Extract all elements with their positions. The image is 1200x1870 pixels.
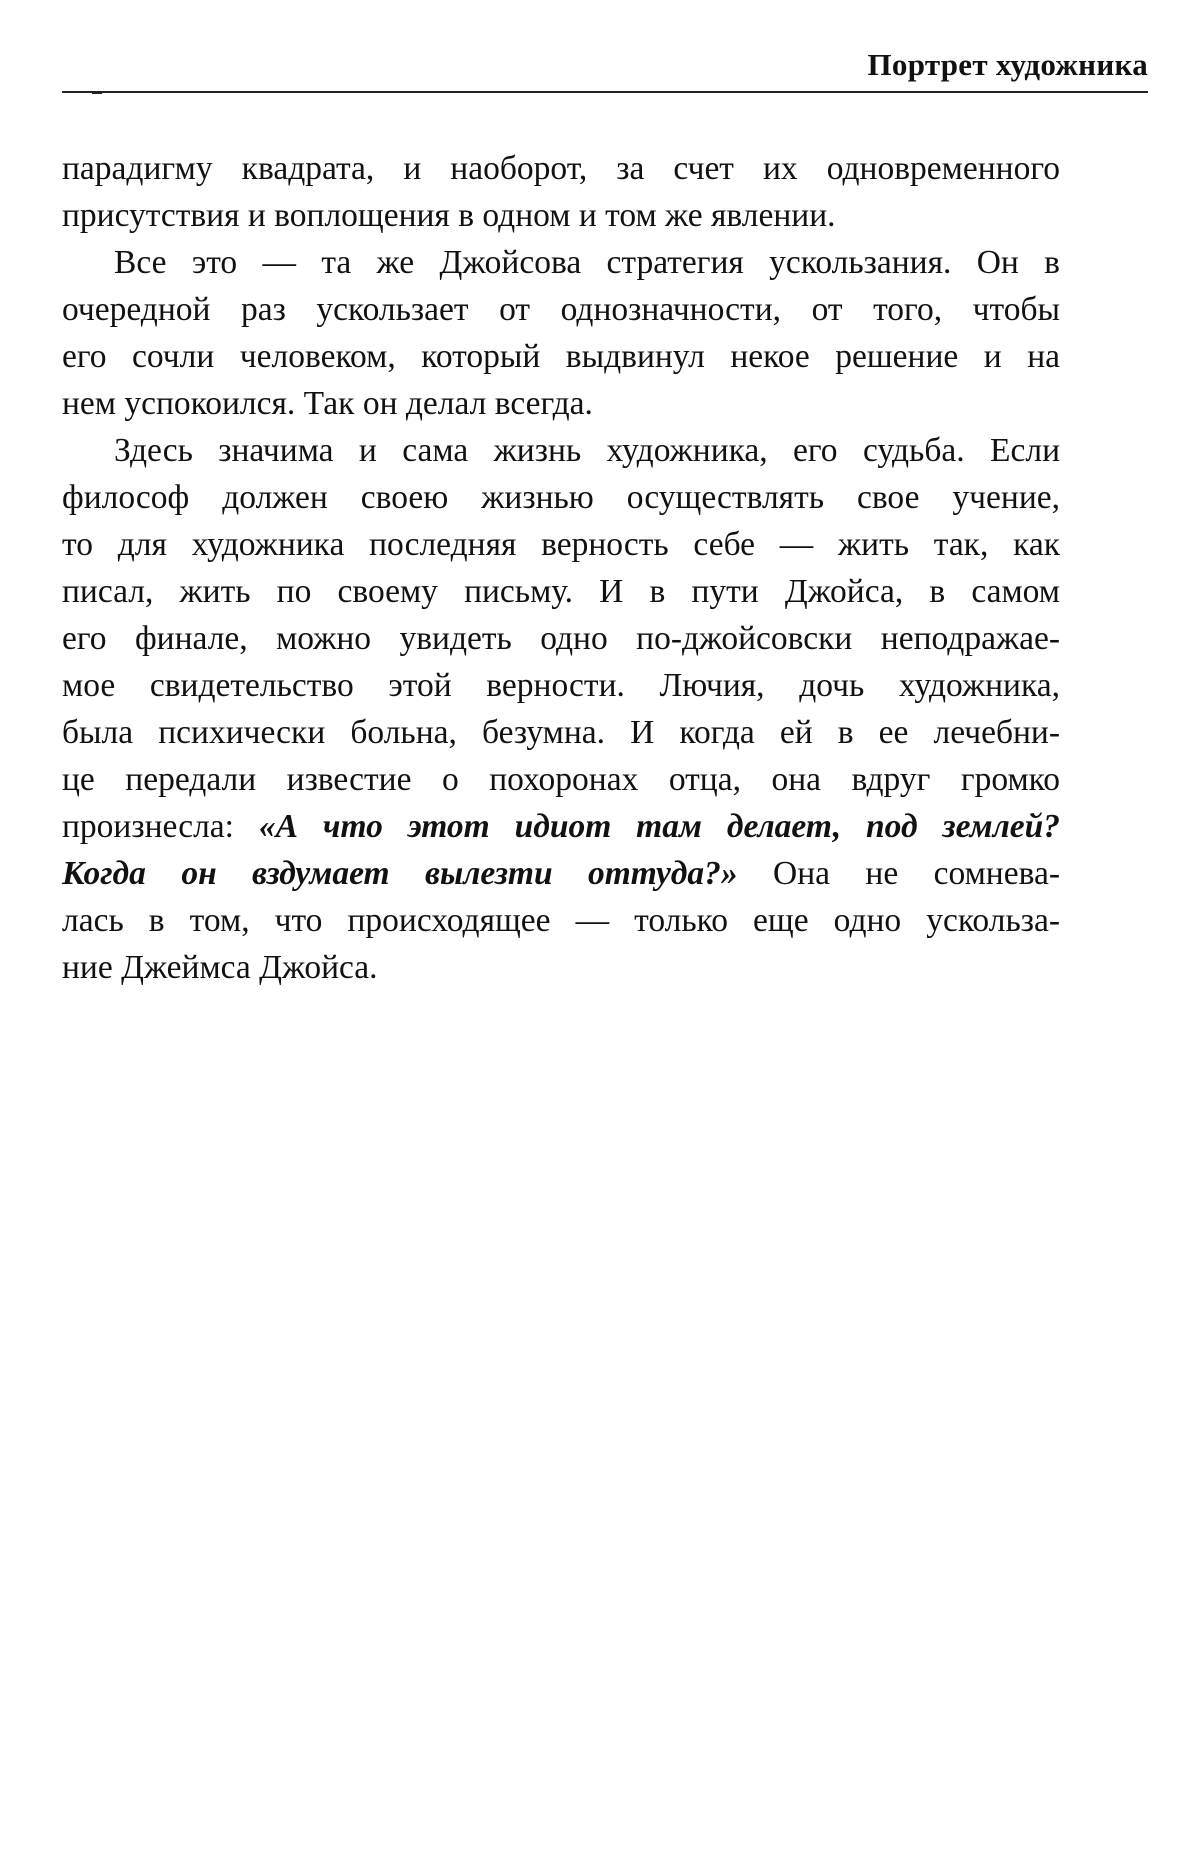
quote-emphasis: «А что этот идиот там делает, под землей? <box>258 808 1061 845</box>
plain-text: Она не сомнева- <box>737 855 1060 892</box>
text-line: лась в том, что происходящее — только еще одно ускольза- <box>62 902 1060 939</box>
text-line: нем успокоился. Так он делал всегда. <box>62 385 593 422</box>
text-line: то для художника последняя верность себе — жить так, как <box>62 526 1060 563</box>
text-line: его финале, можно увидеть одно по-джойсовски неподражае- <box>62 620 1060 657</box>
text-line-mixed <box>62 850 1060 897</box>
text-line: очередной раз ускользает от однозначности, от того, чтобы <box>62 291 1060 328</box>
text-line: писал, жить по своему письму. И в пути Джойса, в самом <box>62 573 1060 610</box>
text-line: философ должен своею жизнью осуществлять свое учение, <box>62 479 1060 516</box>
quote-emphasis: Когда он вздумает вылезти оттуда?» <box>62 855 738 892</box>
header-rule-mark <box>92 91 102 94</box>
running-title: Портрет художника <box>867 47 1148 82</box>
text-line: ние Джеймса Джойса. <box>62 949 378 986</box>
text-line: Все это — та же Джойсова стратегия ускользания. Он в <box>114 244 1060 281</box>
header-rule <box>62 91 1148 93</box>
plain-text: произнесла: <box>62 808 259 845</box>
body-text <box>62 145 1060 991</box>
text-line: мое свидетельство этой верности. Лючия, дочь художника, <box>62 667 1060 704</box>
text-line-mixed <box>62 803 1060 850</box>
text-line: парадигму квадрата, и наоборот, за счет их одновременного <box>62 150 1060 187</box>
text-line: Здесь значима и сама жизнь художника, его судьба. Если <box>114 432 1060 469</box>
text-line: присутствия и воплощения в одном и том же явлении. <box>62 197 836 234</box>
text-line: его сочли человеком, который выдвинул некое решение и на <box>62 338 1060 375</box>
text-line: была психически больна, безумна. И когда ей в ее лечебни- <box>62 714 1060 751</box>
text-line: це передали известие о похоронах отца, она вдруг громко <box>62 761 1060 798</box>
